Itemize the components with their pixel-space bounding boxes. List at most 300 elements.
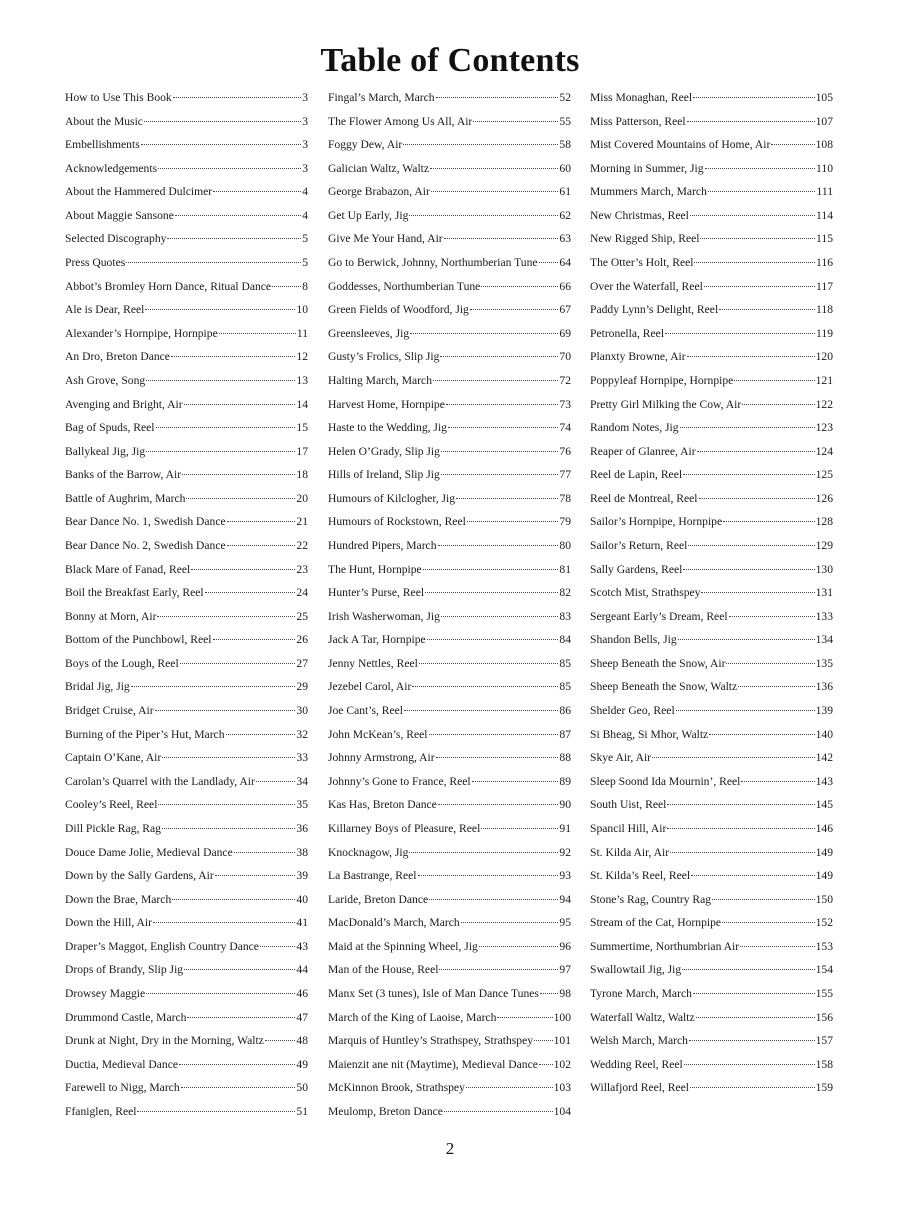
toc-entry-title: Farewell to Nigg, March [65, 1081, 180, 1095]
toc-entry [328, 1076, 571, 1100]
toc-entry-title: An Dro, Breton Dance [65, 350, 170, 364]
toc-entry [590, 86, 833, 110]
toc-entry [328, 133, 571, 157]
toc-entry-title: Jenny Nettles, Reel [328, 656, 418, 670]
toc-entry-title: Maid at the Spinning Wheel, Jig [328, 939, 478, 953]
toc-entry-title: Acknowledgements [65, 161, 158, 175]
toc-entry-title: March of the King of Laoise, March [328, 1010, 497, 1024]
toc-entry-title: About the Hammered Dulcimer [65, 185, 213, 199]
toc-entry-title: Boil the Breakfast Early, Reel [65, 586, 204, 600]
toc-entry [328, 982, 571, 1006]
toc-entry-title: New Rigged Ship, Reel [590, 232, 700, 246]
toc-entry [590, 841, 833, 865]
toc-entry-page: 21 [296, 515, 308, 529]
toc-entry [328, 534, 571, 558]
toc-entry-title: St. Kilda’s Reel, Reel [590, 869, 691, 883]
toc-entry-page: 3 [302, 138, 308, 152]
toc-entry-page: 8 [302, 279, 308, 293]
toc-entry-title: Boys of the Lough, Reel [65, 656, 179, 670]
toc-entry-title: Reaper of Glanree, Air [590, 444, 696, 458]
toc-entry-page: 89 [559, 774, 571, 788]
dot-leader [409, 214, 558, 216]
toc-entry-title: Bag of Spuds, Reel [65, 421, 155, 435]
toc-entry-page: 38 [296, 845, 308, 859]
dot-leader [403, 143, 558, 145]
dot-leader [213, 190, 301, 192]
toc-entry-title: Over the Waterfall, Reel [590, 279, 703, 293]
toc-entry-page: 85 [559, 680, 571, 694]
toc-entry-title: Go to Berwick, Johnny, Northumberian Tune [328, 256, 538, 270]
dot-leader [693, 96, 815, 98]
toc-entry [590, 487, 833, 511]
dot-leader [184, 403, 296, 405]
dot-leader [687, 120, 815, 122]
toc-entry [328, 770, 571, 794]
toc-entry-page: 128 [815, 515, 833, 529]
toc-entry-title: Ash Grove, Song [65, 373, 146, 387]
toc-entry [328, 463, 571, 487]
toc-entry-title: How to Use This Book [65, 91, 172, 104]
toc-entry-title: Goddesses, Northumberian Tune [328, 279, 481, 293]
toc-entry [328, 275, 571, 299]
dot-leader [141, 143, 301, 145]
toc-entry [328, 605, 571, 629]
toc-entry-page: 129 [815, 538, 833, 552]
toc-entry-page: 26 [296, 633, 308, 647]
toc-entry-page: 25 [296, 609, 308, 623]
toc-entry-page: 3 [302, 114, 308, 128]
toc-entry-page: 103 [553, 1081, 571, 1095]
toc-entry-page: 5 [302, 232, 308, 246]
toc-entry-title: Douce Dame Jolie, Medieval Dance [65, 845, 233, 859]
dot-leader [433, 379, 558, 381]
dot-leader [709, 733, 814, 735]
toc-entry-page: 13 [296, 373, 308, 387]
dot-leader [652, 756, 815, 758]
toc-entry [590, 888, 833, 912]
dot-leader [184, 968, 295, 970]
dot-leader [438, 544, 559, 546]
dot-leader [441, 473, 559, 475]
toc-entry [65, 133, 308, 157]
toc-entry [328, 298, 571, 322]
toc-entry-page: 41 [296, 916, 308, 930]
toc-entry-title: Stream of the Cat, Hornpipe [590, 916, 722, 930]
toc-entry-page: 29 [296, 680, 308, 694]
toc-entry-title: Drops of Brandy, Slip Jig [65, 963, 184, 977]
dot-leader [705, 167, 815, 169]
toc-entry-title: Jack A Tar, Hornpipe [328, 633, 426, 647]
toc-entry-page: 48 [296, 1034, 308, 1048]
toc-entry-title: Humours of Rockstown, Reel [328, 515, 466, 529]
dot-leader [466, 1086, 553, 1088]
toc-entry [328, 935, 571, 959]
dot-leader [182, 473, 295, 475]
toc-entry [328, 416, 571, 440]
toc-entry [590, 911, 833, 935]
toc-entry-title: Shandon Bells, Jig [590, 633, 677, 647]
toc-entry-title: Battle of Aughrim, March [65, 491, 186, 505]
toc-entry-title: Drummond Castle, March [65, 1010, 187, 1024]
dot-leader [473, 120, 558, 122]
dot-leader [171, 355, 295, 357]
toc-entry [590, 1076, 833, 1100]
toc-entry-page: 23 [296, 562, 308, 576]
toc-entry-page: 69 [559, 326, 571, 340]
dot-leader [689, 1039, 815, 1041]
dot-leader [472, 780, 559, 782]
dot-leader [131, 685, 296, 687]
toc-entry-page: 73 [559, 397, 571, 411]
toc-entry-page: 46 [296, 986, 308, 1000]
toc-entry-title: Planxty Browne, Air [590, 350, 686, 364]
dot-leader [205, 591, 296, 593]
toc-entry [590, 675, 833, 699]
toc-entry-page: 18 [296, 468, 308, 482]
toc-entry-page: 136 [815, 680, 833, 694]
toc-entry-page: 66 [559, 279, 571, 293]
dot-leader [683, 473, 815, 475]
toc-entry-page: 145 [815, 798, 833, 812]
toc-entry-title: About the Music [65, 114, 143, 128]
dot-leader [734, 379, 814, 381]
toc-entry-page: 77 [559, 468, 571, 482]
toc-entry-page: 22 [296, 538, 308, 552]
toc-entry-page: 39 [296, 869, 308, 883]
toc-entry-page: 125 [815, 468, 833, 482]
toc-entry [590, 982, 833, 1006]
dot-leader [693, 992, 815, 994]
toc-entry-title: Swallowtail Jig, Jig [590, 963, 682, 977]
toc-entry [328, 1029, 571, 1053]
toc-entry-page: 83 [559, 609, 571, 623]
dot-leader [429, 898, 558, 900]
toc-entry-page: 146 [815, 821, 833, 835]
toc-entry-title: Welsh March, March [590, 1034, 688, 1048]
toc-entry-title: Selected Discography [65, 232, 167, 246]
toc-entry-title: Embellishments [65, 138, 140, 152]
toc-entry-title: The Otter’s Holt, Reel [590, 256, 694, 270]
dot-leader [539, 1063, 553, 1065]
toc-entry-page: 67 [559, 303, 571, 317]
toc-entry-title: Black Mare of Fanad, Reel [65, 562, 191, 576]
toc-entry-title: Reel de Montreal, Reel [590, 491, 698, 505]
toc-entry-title: Down the Hill, Air [65, 916, 152, 930]
dot-leader [156, 426, 296, 428]
toc-entry-title: Abbot’s Bromley Horn Dance, Ritual Dance [65, 279, 272, 293]
toc-entry [590, 605, 833, 629]
toc-entry [590, 463, 833, 487]
dot-leader [429, 733, 559, 735]
toc-entry-title: Ale is Dear, Reel [65, 303, 145, 317]
dot-leader [439, 968, 558, 970]
dot-leader [667, 827, 814, 829]
toc-entry-title: Stone’s Rag, Country Rag [590, 892, 712, 906]
dot-leader [226, 733, 296, 735]
toc-entry-page: 92 [559, 845, 571, 859]
toc-entry-title: Sailor’s Hornpipe, Hornpipe [590, 515, 723, 529]
toc-entry-page: 11 [296, 326, 308, 340]
toc-entry-page: 32 [296, 727, 308, 741]
toc-entry [328, 110, 571, 134]
toc-entry-page: 64 [559, 256, 571, 270]
toc-entry-title: Draper’s Maggot, English Country Dance [65, 939, 259, 953]
dot-leader [726, 662, 814, 664]
toc-entry [590, 864, 833, 888]
toc-entry [328, 558, 571, 582]
toc-entry-title: Bonny at Morn, Air [65, 609, 157, 623]
dot-leader [690, 1086, 815, 1088]
toc-entry-title: Miss Patterson, Reel [590, 114, 686, 128]
dot-leader [700, 237, 815, 239]
toc-entry [590, 275, 833, 299]
toc-entry-title: MacDonald’s March, March [328, 916, 460, 930]
toc-entry [65, 935, 308, 959]
toc-entry-page: 88 [559, 751, 571, 765]
toc-entry-page: 34 [296, 774, 308, 788]
dot-leader [704, 285, 815, 287]
dot-leader [167, 237, 301, 239]
toc-entry [65, 110, 308, 134]
toc-entry-page: 110 [816, 161, 833, 175]
toc-entry-title: New Christmas, Reel [590, 208, 689, 222]
dot-leader [219, 332, 296, 334]
toc-entry-title: Helen O’Grady, Slip Jig [328, 444, 440, 458]
toc-entry-page: 94 [559, 892, 571, 906]
toc-entry [590, 393, 833, 417]
toc-entry-page: 139 [815, 704, 833, 718]
toc-entry [328, 369, 571, 393]
toc-entry-page: 152 [815, 916, 833, 930]
toc-entry [65, 1029, 308, 1053]
toc-entry-page: 153 [815, 939, 833, 953]
toc-entry-page: 155 [815, 986, 833, 1000]
toc-entry-page: 49 [296, 1057, 308, 1071]
toc-entry-page: 15 [296, 421, 308, 435]
toc-entry [590, 581, 833, 605]
toc-entry-title: Skye Air, Air [590, 751, 652, 765]
toc-entry [328, 227, 571, 251]
toc-entry [65, 86, 308, 110]
toc-entry [65, 534, 308, 558]
toc-entry [65, 841, 308, 865]
toc-entry-title: Sailor’s Return, Reel [590, 538, 688, 552]
toc-entry [65, 911, 308, 935]
toc-entry [328, 157, 571, 181]
toc-entry-page: 36 [296, 821, 308, 835]
toc-entry-page: 17 [296, 444, 308, 458]
dot-leader [771, 143, 814, 145]
toc-entry-title: Mummers March, March [590, 185, 707, 199]
toc-entry [328, 581, 571, 605]
toc-entry-page: 3 [302, 161, 308, 175]
toc-entry-page: 150 [815, 892, 833, 906]
toc-entry-page: 95 [559, 916, 571, 930]
toc-entry-page: 149 [815, 845, 833, 859]
toc-entry [590, 817, 833, 841]
toc-entry [65, 440, 308, 464]
toc-entry-page: 108 [815, 138, 833, 152]
toc-entry-page: 70 [559, 350, 571, 364]
toc-entry-title: Carolan’s Quarrel with the Landlady, Air [65, 774, 255, 788]
toc-entry [65, 558, 308, 582]
toc-entry [590, 510, 833, 534]
dot-leader [682, 968, 814, 970]
toc-entry-page: 61 [559, 185, 571, 199]
toc-entry [65, 958, 308, 982]
toc-entry-title: Bottom of the Punchbowl, Reel [65, 633, 212, 647]
toc-entry-page: 35 [296, 798, 308, 812]
dot-leader [441, 615, 559, 617]
toc-entry-title: Random Notes, Jig [590, 421, 679, 435]
toc-entry-page: 133 [815, 609, 833, 623]
toc-entry [328, 86, 571, 110]
toc-entry [590, 1029, 833, 1053]
toc-entry-title: Johnny’s Gone to France, Reel [328, 774, 471, 788]
dot-leader [153, 921, 295, 923]
dot-leader [441, 450, 558, 452]
toc-entry-title: Greensleeves, Jig [328, 326, 410, 340]
toc-entry-page: 52 [559, 91, 571, 104]
toc-entry-title: Si Bheag, Si Mhor, Waltz [590, 727, 709, 741]
toc-entry [65, 369, 308, 393]
toc-entry [65, 345, 308, 369]
dot-leader [173, 96, 301, 98]
toc-entry-title: Get Up Early, Jig [328, 208, 409, 222]
toc-entry-title: Burning of the Piper’s Hut, March [65, 727, 225, 741]
toc-entry-title: Green Fields of Woodford, Jig [328, 303, 469, 317]
toc-entry-page: 116 [816, 256, 833, 270]
toc-entry-page: 30 [296, 704, 308, 718]
toc-entry [590, 958, 833, 982]
dot-leader [683, 568, 814, 570]
dot-leader [227, 520, 296, 522]
dot-leader [446, 403, 559, 405]
toc-entry-title: Man of the House, Reel [328, 963, 439, 977]
toc-entry [65, 864, 308, 888]
toc-entry [328, 487, 571, 511]
toc-entry-page: 78 [559, 491, 571, 505]
toc-entry [65, 510, 308, 534]
toc-entry-title: Dill Pickle Rag, Rag [65, 821, 161, 835]
toc-entry-page: 79 [559, 515, 571, 529]
toc-entry-title: Waterfall Waltz, Waltz [590, 1010, 695, 1024]
toc-entry-page: 159 [815, 1081, 833, 1095]
toc-entry [65, 1100, 308, 1124]
toc-entry-page: 43 [296, 939, 308, 953]
toc-entry [590, 1006, 833, 1030]
dot-leader [418, 874, 559, 876]
toc-entry-page: 135 [815, 656, 833, 670]
dot-leader [448, 426, 558, 428]
toc-entry-page: 154 [815, 963, 833, 977]
toc-entry-page: 27 [296, 656, 308, 670]
toc-entry [65, 322, 308, 346]
toc-entry-title: Knocknagow, Jig [328, 845, 409, 859]
toc-entry-page: 91 [559, 821, 571, 835]
dot-leader [444, 237, 559, 239]
toc-entry [328, 510, 571, 534]
dot-leader [213, 638, 296, 640]
toc-entry [328, 628, 571, 652]
page-number: 2 [445, 1139, 455, 1158]
toc-entry-page: 97 [559, 963, 571, 977]
toc-entry-title: Captain O’Kane, Air [65, 751, 162, 765]
toc-entry-page: 82 [559, 586, 571, 600]
toc-entry [590, 935, 833, 959]
toc-entry [65, 982, 308, 1006]
dot-leader [701, 591, 814, 593]
dot-leader [665, 332, 815, 334]
toc-entry-title: Ballykeal Jig, Jig [65, 444, 146, 458]
toc-entry-page: 55 [559, 114, 571, 128]
toc-entry-page: 47 [296, 1010, 308, 1024]
toc-entry-title: St. Kilda Air, Air [590, 845, 670, 859]
toc-entry-page: 107 [815, 114, 833, 128]
dot-leader [146, 450, 295, 452]
dot-leader [175, 214, 301, 216]
toc-entry-title: McKinnon Brook, Strathspey [328, 1081, 465, 1095]
toc-entry-title: Press Quotes [65, 256, 126, 270]
dot-leader [691, 874, 814, 876]
toc-entry-title: Spancil Hill, Air [590, 821, 667, 835]
toc-entry [590, 251, 833, 275]
toc-entry-title: Manx Set (3 tunes), Isle of Man Dance Tunes [328, 986, 539, 1000]
toc-entry-page: 102 [553, 1057, 571, 1071]
toc-entry-title: Bear Dance No. 1, Swedish Dance [65, 515, 226, 529]
toc-entry-title: Pretty Girl Milking the Cow, Air [590, 397, 742, 411]
toc-entry [328, 251, 571, 275]
toc-entry [328, 1053, 571, 1077]
toc-entry-title: John McKean’s, Reel [328, 727, 428, 741]
toc-entry-page: 111 [816, 185, 833, 199]
toc-entry-page: 149 [815, 869, 833, 883]
dot-leader [404, 709, 558, 711]
toc-entry [590, 133, 833, 157]
toc-entry-page: 123 [815, 421, 833, 435]
toc-entry-page: 63 [559, 232, 571, 246]
dot-leader [534, 1039, 553, 1041]
toc-entry-title: Halting March, March [328, 373, 432, 387]
toc-entry-page: 114 [816, 208, 833, 222]
dot-leader [688, 544, 814, 546]
toc-entry-title: Harvest Home, Hornpipe [328, 397, 445, 411]
toc-entry [590, 322, 833, 346]
dot-leader [146, 379, 295, 381]
toc-entry [328, 723, 571, 747]
toc-entry-title: Reel de Lapin, Reel [590, 468, 683, 482]
dot-leader [723, 520, 814, 522]
dot-leader [540, 992, 558, 994]
toc-entry-title: Give Me Your Hand, Air [328, 232, 443, 246]
toc-entry-page: 98 [559, 986, 571, 1000]
toc-entry-page: 156 [815, 1010, 833, 1024]
toc-entry-page: 120 [815, 350, 833, 364]
dot-leader [126, 261, 301, 263]
toc-entry-title: Cooley’s Reel, Reel [65, 798, 158, 812]
dot-leader [741, 780, 814, 782]
toc-entry-title: Meulomp, Breton Dance [328, 1104, 443, 1118]
toc-column-2 [328, 86, 571, 1123]
dot-leader [740, 945, 815, 947]
toc-entry [590, 770, 833, 794]
toc-entry-title: Alexander’s Hornpipe, Hornpipe [65, 326, 218, 340]
toc-entry-title: Sheep Beneath the Snow, Air [590, 656, 726, 670]
dot-leader [667, 803, 814, 805]
toc-entry [590, 298, 833, 322]
toc-entry-page: 143 [815, 774, 833, 788]
toc-entry-title: Drowsey Maggie [65, 986, 146, 1000]
